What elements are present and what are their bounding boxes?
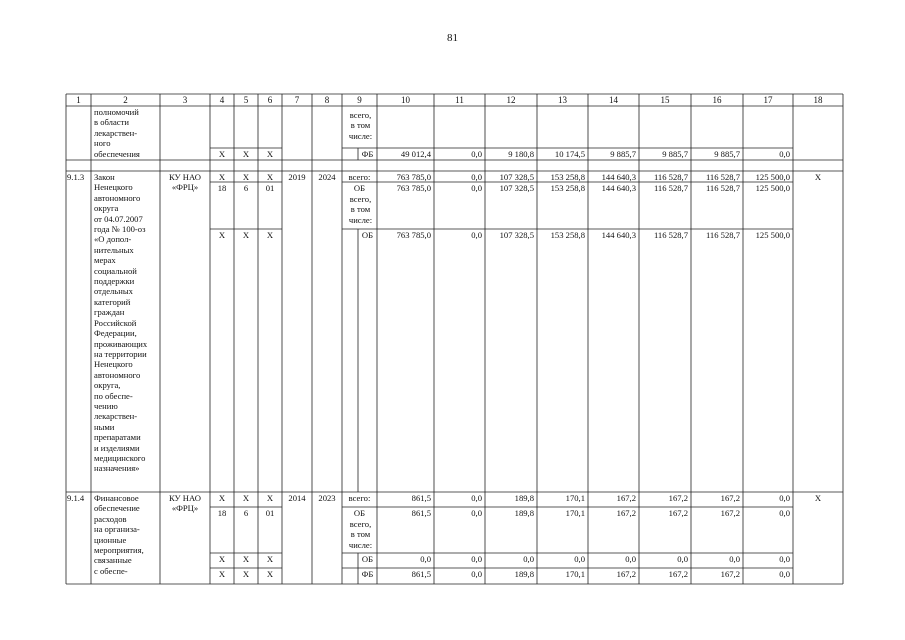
amount-cell: 861,5 <box>411 493 431 503</box>
amount-cell: 116 528,7 <box>705 183 740 193</box>
code-cell: 6 <box>243 508 249 518</box>
column-18-cell: Х <box>814 493 822 503</box>
header-cell: 5 <box>243 95 249 105</box>
amount-cell: 0,0 <box>471 554 482 564</box>
year-start: 2019 <box>288 172 306 182</box>
header-cell: 6 <box>267 95 273 105</box>
header-cell: 1 <box>76 95 81 105</box>
amount-cell: 144 640,3 <box>601 230 636 240</box>
year-end: 2024 <box>318 172 336 182</box>
amount-cell: 189,8 <box>514 569 534 579</box>
amount-cell: 107 328,5 <box>499 183 534 193</box>
header-cell: 4 <box>219 95 225 105</box>
source-label: ОБ <box>361 554 374 564</box>
executor-cell: КУ НАО «ФРЦ» <box>169 493 201 514</box>
amount-cell: 0,0 <box>471 508 482 518</box>
executor-cell: КУ НАО «ФРЦ» <box>169 172 201 193</box>
amount-cell: 763 785,0 <box>396 172 431 182</box>
header-cell: 12 <box>506 95 516 105</box>
amount-cell: 763 785,0 <box>396 183 431 193</box>
amount-cell: 167,2 <box>616 508 636 518</box>
description-cell: полномочий в области лекарствен- ного обеспечения <box>94 107 140 159</box>
amount-cell: 116 528,7 <box>705 172 740 182</box>
code-cell: Х <box>242 554 250 564</box>
code-cell: Х <box>266 230 274 240</box>
amount-cell: 125 500,0 <box>755 172 790 182</box>
column-18-cell: Х <box>814 172 822 182</box>
amount-cell: 170,1 <box>565 569 585 579</box>
amount-cell: 167,2 <box>720 493 740 503</box>
amount-cell: 167,2 <box>616 493 636 503</box>
code-cell: Х <box>266 493 274 503</box>
header-cell: 11 <box>455 95 464 105</box>
amount-cell: 107 328,5 <box>499 230 534 240</box>
header-cell: 14 <box>609 95 618 105</box>
code-cell: Х <box>218 230 226 240</box>
code-cell: Х <box>242 172 250 182</box>
amount-cell: 167,2 <box>668 493 688 503</box>
amount-cell: 167,2 <box>616 569 636 579</box>
amount-cell: 167,2 <box>668 569 688 579</box>
amount-cell: 144 640,3 <box>601 172 636 182</box>
amount-cell: 0,0 <box>779 554 790 564</box>
amount-cell: 0,0 <box>625 554 636 564</box>
amount-cell: 170,1 <box>565 493 585 503</box>
amount-cell: 0,0 <box>471 493 482 503</box>
source-label: ОБ <box>353 508 366 518</box>
source-subtotal-label: всего, в том числе: <box>348 519 373 550</box>
amount-cell: 0,0 <box>729 554 740 564</box>
header-cell: 16 <box>712 95 722 105</box>
amount-cell: 116 528,7 <box>705 230 740 240</box>
amount-cell: 0,0 <box>420 554 431 564</box>
source-label: ФБ <box>361 569 374 579</box>
code-cell: 18 <box>217 183 227 193</box>
amount-cell: 49 012,4 <box>400 149 431 159</box>
code-cell: Х <box>266 554 274 564</box>
row-number: 9.1.3 <box>67 172 85 182</box>
amount-cell: 0,0 <box>523 554 534 564</box>
amount-cell: 0,0 <box>779 493 790 503</box>
code-cell: Х <box>266 149 274 159</box>
source-label: ОБ <box>361 230 374 240</box>
amount-cell: 153 258,8 <box>550 172 585 182</box>
code-cell: Х <box>242 569 250 579</box>
amount-cell: 0,0 <box>574 554 585 564</box>
amount-cell: 167,2 <box>720 508 740 518</box>
amount-cell: 10 174,5 <box>554 149 585 159</box>
code-cell: 18 <box>217 508 227 518</box>
amount-cell: 0,0 <box>779 508 790 518</box>
amount-cell: 861,5 <box>411 569 431 579</box>
amount-cell: 144 640,3 <box>601 183 636 193</box>
amount-cell: 0,0 <box>471 230 482 240</box>
amount-cell: 9 885,7 <box>610 149 636 159</box>
header-cell: 9 <box>357 95 362 105</box>
header-cell: 7 <box>294 95 300 105</box>
page-number: 81 <box>447 32 458 44</box>
amount-cell: 153 258,8 <box>550 183 585 193</box>
header-cell: 13 <box>558 95 567 105</box>
amount-cell: 153 258,8 <box>550 230 585 240</box>
header-cell: 17 <box>763 95 773 105</box>
amount-cell: 0,0 <box>471 149 482 159</box>
description-cell: Закон Ненецкого автономного округа от 04.07.2007 года № 100-оз «О допол- нительных мерах социальной поддержки отдельных категорий граждан Российской Федерации, проживающих на территории Ненецкого автономного округа, по обеспе- чению лекарствен- ными препаратами и изделиями медицинского назначения» <box>94 172 148 474</box>
code-cell: 01 <box>265 183 275 193</box>
description-cell: Финансовое обеспечение расходов на организа- ционные мероприятия, связанные с обеспе- <box>94 493 144 576</box>
code-cell: 6 <box>243 183 249 193</box>
amount-cell: 861,5 <box>411 508 431 518</box>
amount-cell: 189,8 <box>514 493 534 503</box>
header-cell: 8 <box>324 95 330 105</box>
code-cell: Х <box>266 172 274 182</box>
header-cell: 18 <box>813 95 823 105</box>
year-start: 2014 <box>288 493 306 503</box>
amount-cell: 116 528,7 <box>653 172 688 182</box>
amount-cell: 0,0 <box>471 569 482 579</box>
source-label: ФБ <box>361 149 374 159</box>
amount-cell: 763 785,0 <box>396 230 431 240</box>
header-cell: 2 <box>123 95 128 105</box>
amount-cell: 9 885,7 <box>714 149 740 159</box>
year-end: 2023 <box>318 493 336 503</box>
amount-cell: 116 528,7 <box>653 183 688 193</box>
code-cell: Х <box>266 569 274 579</box>
amount-cell: 0,0 <box>779 149 790 159</box>
row-number: 9.1.4 <box>67 493 85 503</box>
source-label: ОБ <box>353 183 366 193</box>
amount-cell: 0,0 <box>677 554 688 564</box>
header-cell: 10 <box>401 95 410 105</box>
amount-cell: 167,2 <box>720 569 740 579</box>
code-cell: Х <box>218 149 226 159</box>
code-cell: Х <box>218 172 226 182</box>
code-cell: Х <box>242 230 250 240</box>
header-cell: 3 <box>182 95 188 105</box>
amount-cell: 125 500,0 <box>755 183 790 193</box>
code-cell: 01 <box>265 508 275 518</box>
amount-cell: 107 328,5 <box>499 172 534 182</box>
amount-cell: 125 500,0 <box>755 230 790 240</box>
code-cell: Х <box>242 493 250 503</box>
amount-cell: 0,0 <box>471 172 482 182</box>
amount-cell: 9 885,7 <box>662 149 688 159</box>
code-cell: Х <box>218 569 226 579</box>
amount-cell: 0,0 <box>779 569 790 579</box>
amount-cell: 189,8 <box>514 508 534 518</box>
amount-cell: 9 180,8 <box>508 149 534 159</box>
header-cell: 15 <box>660 95 670 105</box>
amount-cell: 0,0 <box>471 183 482 193</box>
source-subtotal-label: всего, в том числе: <box>348 194 373 225</box>
code-cell: Х <box>218 554 226 564</box>
amount-cell: 167,2 <box>668 508 688 518</box>
total-label: всего: <box>348 493 371 503</box>
amount-cell: 170,1 <box>565 508 585 518</box>
amount-cell: 116 528,7 <box>653 230 688 240</box>
source-subtotal-label: всего, в том числе: <box>348 110 373 141</box>
total-label: всего: <box>348 172 371 182</box>
code-cell: Х <box>242 149 250 159</box>
code-cell: Х <box>218 493 226 503</box>
